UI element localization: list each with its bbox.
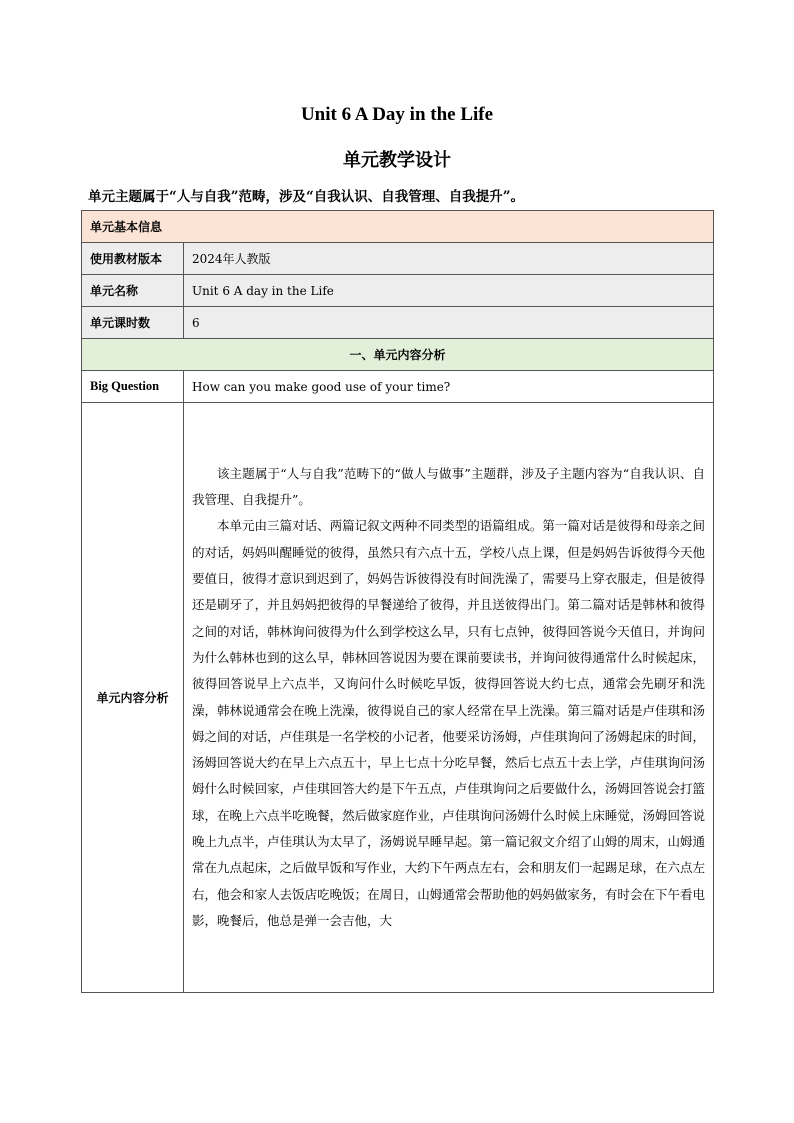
lesson-count-label: 单元课时数 (82, 307, 184, 339)
big-question-value: How can you make good use of your time? (184, 371, 714, 403)
document-title-english: Unit 6 A Day in the Life (300, 104, 494, 125)
big-question-label: Big Question (82, 371, 184, 403)
table-row (82, 243, 714, 275)
unit-name-label: 单元名称 (82, 275, 184, 307)
lesson-count-value: 6 (184, 307, 714, 339)
basic-info-header-row (82, 211, 714, 243)
unit-name-value: Unit 6 A day in the Life (184, 275, 714, 307)
section-header-row (82, 339, 714, 371)
unit-theme-intro: 单元主题属于“人与自我”范畴，涉及“自我认识、自我管理、自我提升”。 (88, 189, 525, 205)
content-analysis-label: 单元内容分析 (82, 403, 184, 993)
content-paragraph: 该主题属于“人与自我”范畴下的“做人与做事”主题群，涉及子主题内容为“自我认识、自我管理、自我提升”。 (192, 465, 706, 508)
table-row (82, 307, 714, 339)
content-analysis-body (184, 403, 714, 993)
unit-design-table (81, 210, 714, 993)
table-row (82, 275, 714, 307)
basic-info-header: 单元基本信息 (82, 211, 714, 243)
big-question-row (82, 371, 714, 403)
content-analysis-section-header: 一、单元内容分析 (82, 339, 714, 371)
textbook-version-value: 2024年人教版 (184, 243, 714, 275)
content-analysis-row (82, 403, 714, 993)
textbook-version-label: 使用教材版本 (82, 243, 184, 275)
content-paragraph: 本单元由三篇对话、两篇记叙文两种不同类型的语篇组成。第一篇对话是彼得和母亲之间的对话，妈妈叫醒睡觉的彼得，虽然只有六点十五，学校八点上课，但是妈妈告诉彼得今天他要值日，彼得才意识到迟到了，妈妈告诉彼得没有时间洗澡了，需要马上穿衣服走，但是彼得还是刷牙了，并且妈妈把彼得的早餐递给了彼得，并且送彼得出门。第二篇对话是韩林和彼得之间的对话，韩林询问彼得为什么到学校这么早，只有七点钟，彼得回答说今天值日，并询问为什么韩林也到的这么早，韩林回答说因为要在课前要读书，并询问彼得通常什么时候起床，彼得回答说早上六点半，又询问什么时候吃早饭，彼得回答说大约七点，通常会先刷牙和洗澡，韩林说通常会在晚上洗澡，彼得说自己的家人经常在早上洗澡。第三篇对话是卢佳琪和汤姆之间的对话，卢佳琪是一名学校的小记者，他要采访汤姆，卢佳琪询问了汤姆起床的时间，汤姆回答说大约在早上六点五十，早上七点十分吃早餐，然后七点五十去上学，卢佳琪询问汤姆什么时候回家，卢佳琪回答大约是下午五点，卢佳琪询问之后要做什么，汤姆回答说会打篮球，在晚上六点半吃晚餐，然后做家庭作业，卢佳琪询问汤姆什么时候上床睡觉，汤姆回答说晚上九点半，卢佳琪认为太早了，汤姆说早睡早起。第一篇记叙文介绍了山姆的周末，山姆通常在九点起床，之后做早饭和写作业，大约下午两点左右，会和朋友们一起踢足球，在六点左右，他会和家人去饭店吃晚饭；在周日，山姆通常会帮助他的妈妈做家务，有时会在下午看电影，晚餐后，他总是弹一会吉他，大 (192, 518, 706, 928)
document-title-chinese: 单元教学设计 (343, 150, 451, 171)
